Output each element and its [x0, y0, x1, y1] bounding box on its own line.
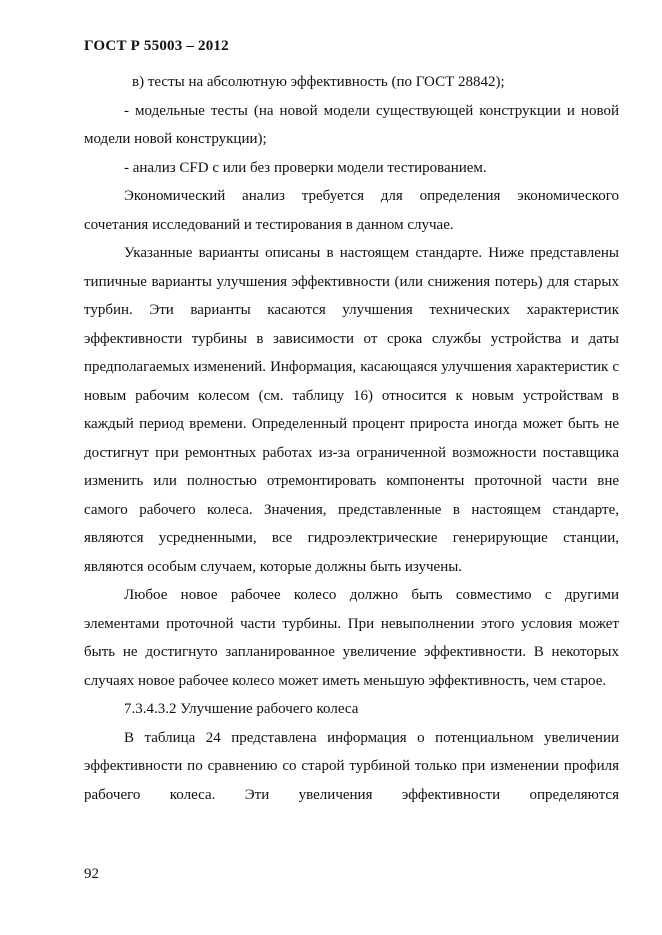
- list-item-cfd-analysis: - анализ CFD с или без проверки модели тестированием.: [124, 159, 487, 176]
- page-number: 92: [84, 866, 99, 882]
- list-item-model-tests: - модельные тесты (на новой модели существующей конструкции и новой модели новой конструкции);: [84, 102, 619, 147]
- document-body: [84, 68, 619, 809]
- paragraph-new-runner-compatibility: Любое новое рабочее колесо должно быть совместимо с другими элементами проточной части турбины. При невыполнении этого условия может быть не достигнуто запланированное увеличение эффективности. В некоторых случаях новое рабочее колесо может иметь меньшую эффективность, чем старое.: [84, 587, 619, 689]
- paragraph-variants-description: Указанные варианты описаны в настоящем стандарте. Ниже представлены типичные варианты улучшения эффективности (или снижения потерь) для старых турбин. Эти варианты касаются улучшения технических характеристик эффективности турбины в зависимости от срока службы устройства и даты предполагаемых изменений. Информация, касающаяся улучшения характеристик с новым рабочим колесом (см. таблицу 16) относится к новым устройствам в каждый период времени. Определенный процент прироста иногда может быть не достигнут при ремонтных работах из-за ограниченной возможности поставщика изменить или полностью отремонтировать компоненты проточной части вне самого рабочего колеса. Значения, представленные в настоящем стандарте, являются усредненными, все гидроэлектрические генерирующие станции, являются особым случаем, которые должны быть изучены.: [84, 245, 619, 575]
- section-heading-runner-improvement: 7.3.4.3.2 Улучшение рабочего колеса: [124, 701, 359, 717]
- paragraph-economic-analysis: Экономический анализ требуется для определения экономического сочетания исследований и тестирования в данном случае.: [84, 188, 619, 233]
- document-header: ГОСТ Р 55003 – 2012: [84, 38, 229, 54]
- paragraph-table-24-info: В таблица 24 представлена информация о потенциальном увеличении эффективности по сравнению со старой турбиной только при изменении профиля рабочего колеса. Эти увеличения эффективности определяются: [84, 729, 619, 803]
- list-item-absolute-efficiency-tests: в) тесты на абсолютную эффективность (по ГОСТ 28842);: [132, 74, 505, 90]
